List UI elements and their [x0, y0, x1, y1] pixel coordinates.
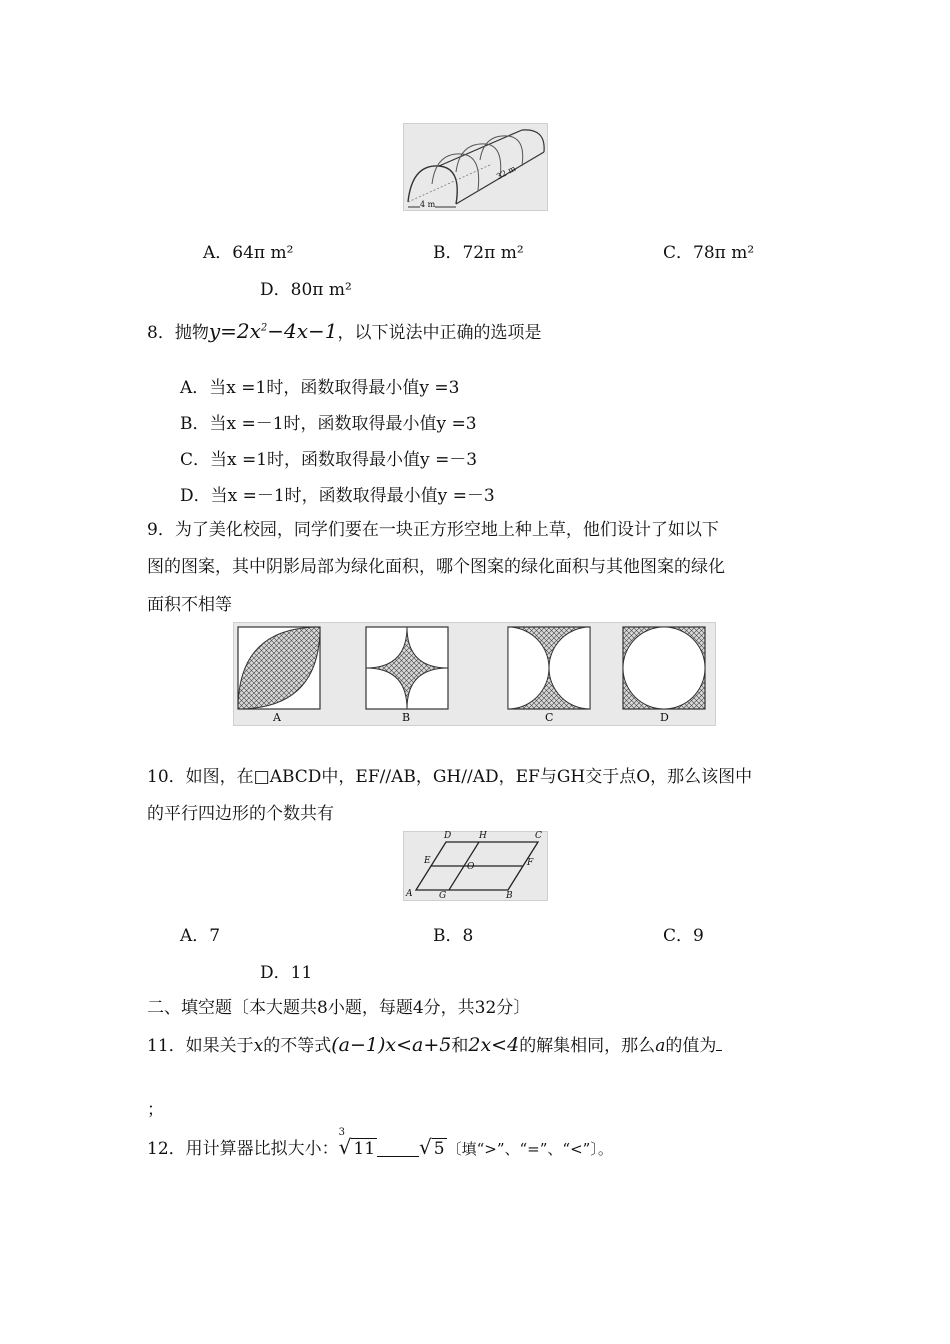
q12-cube-root-11: 3 √ 11: [338, 1127, 376, 1159]
q7-option-b: B．72π m²: [433, 243, 524, 263]
q11-inequality-2: 2x<4: [468, 1034, 520, 1056]
greenhouse-drawing: [404, 124, 547, 210]
q9-patterns-drawing: [234, 623, 715, 725]
q11-mid3: 的解集相同，那么: [519, 1036, 656, 1056]
q10-label-h: H: [479, 831, 487, 841]
q11-line-2: ；: [147, 1100, 164, 1120]
q10-label-e: E: [424, 856, 431, 866]
q9-line-1: 9．为了美化校园，同学们要在一块正方形空地上种上草，他们设计了如以下: [147, 520, 719, 540]
q12-suffix: 〔填“>”、“=”、“<”〕。: [446, 1140, 613, 1158]
q12-sqrt-5: √ 5: [419, 1135, 445, 1159]
q7-option-c: C．78π m²: [663, 243, 755, 263]
q12-answer-blank: [377, 1142, 419, 1157]
q8-stem-suffix: ，以下说法中正确的选项是: [337, 323, 542, 343]
greenhouse-width-label: 4 m: [420, 200, 436, 209]
q11-var-x: x: [253, 1036, 264, 1056]
q10-line-2: 的平行四边形的个数共有: [147, 804, 334, 824]
q11-suffix: 的值为: [665, 1036, 717, 1056]
q9-line-3: 面积不相等: [147, 595, 232, 615]
q10-label-g: G: [439, 891, 447, 901]
q9-label-a: A: [273, 711, 281, 724]
q10-option-d: D．11: [260, 963, 313, 983]
q10-option-c: C．9: [663, 926, 704, 946]
q10-option-a: A．7: [180, 926, 221, 946]
q8-option-a: A．当x =1时，函数取得最小值y =3: [180, 378, 460, 398]
q10-label-f: F: [527, 858, 534, 868]
q9-line-2: 图的图案，其中阴影局部为绿化面积，哪个图案的绿化面积与其他图案的绿化: [147, 557, 725, 577]
q10-option-b: B．8: [433, 926, 474, 946]
greenhouse-figure: [403, 123, 548, 211]
q8-option-d: D．当x =－1时，函数取得最小值y =－3: [180, 486, 495, 506]
q11-prefix: 11．如果关于: [147, 1036, 254, 1056]
q11-mid2: 和: [451, 1036, 469, 1056]
q11-var-a: a: [655, 1036, 666, 1056]
q8-stem: [147, 318, 542, 343]
q10-label-c: C: [535, 831, 542, 841]
q10-line-1: 10．如图，在□ABCD中，EF//AB，GH//AD，EF与GH交于点O，那么该图中: [147, 767, 753, 787]
q10-label-a: A: [406, 889, 413, 899]
q7-option-d: D．80π m²: [260, 280, 352, 300]
q12-stem: [147, 1127, 613, 1159]
q9-label-c: C: [545, 711, 554, 724]
q8-equation: $y=2x^2-4x-1$: [208, 319, 338, 343]
section-2-heading: 二、填空题〔本大题共8小题，每题4分，共32分〕: [147, 998, 531, 1018]
q9-patterns-figure: [233, 622, 716, 726]
q9-label-d: D: [660, 711, 669, 724]
q8-option-b: B．当x =－1时，函数取得最小值y =3: [180, 414, 477, 434]
q10-label-b: B: [506, 891, 513, 901]
q11-mid1: 的不等式: [263, 1036, 332, 1056]
q11-stem: [147, 1031, 722, 1056]
q11-answer-blank: [716, 1036, 722, 1051]
q10-label-d: D: [444, 831, 452, 841]
q8-option-c: C．当x =1时，函数取得最小值y =－3: [180, 450, 478, 470]
q12-prefix: 12．用计算器比拟大小：: [147, 1139, 339, 1159]
q10-label-o: O: [467, 862, 475, 872]
q10-parallelogram-figure: [403, 831, 548, 901]
q10-parallelogram-drawing: [404, 832, 547, 900]
q11-inequality-1: (a−1)x<a+5: [331, 1034, 452, 1056]
greenhouse-length-label: 32 m: [495, 163, 518, 182]
q9-label-b: B: [402, 711, 411, 724]
q7-option-a: A．64π m²: [203, 243, 294, 263]
q8-stem-prefix: 8．抛物: [147, 323, 209, 343]
